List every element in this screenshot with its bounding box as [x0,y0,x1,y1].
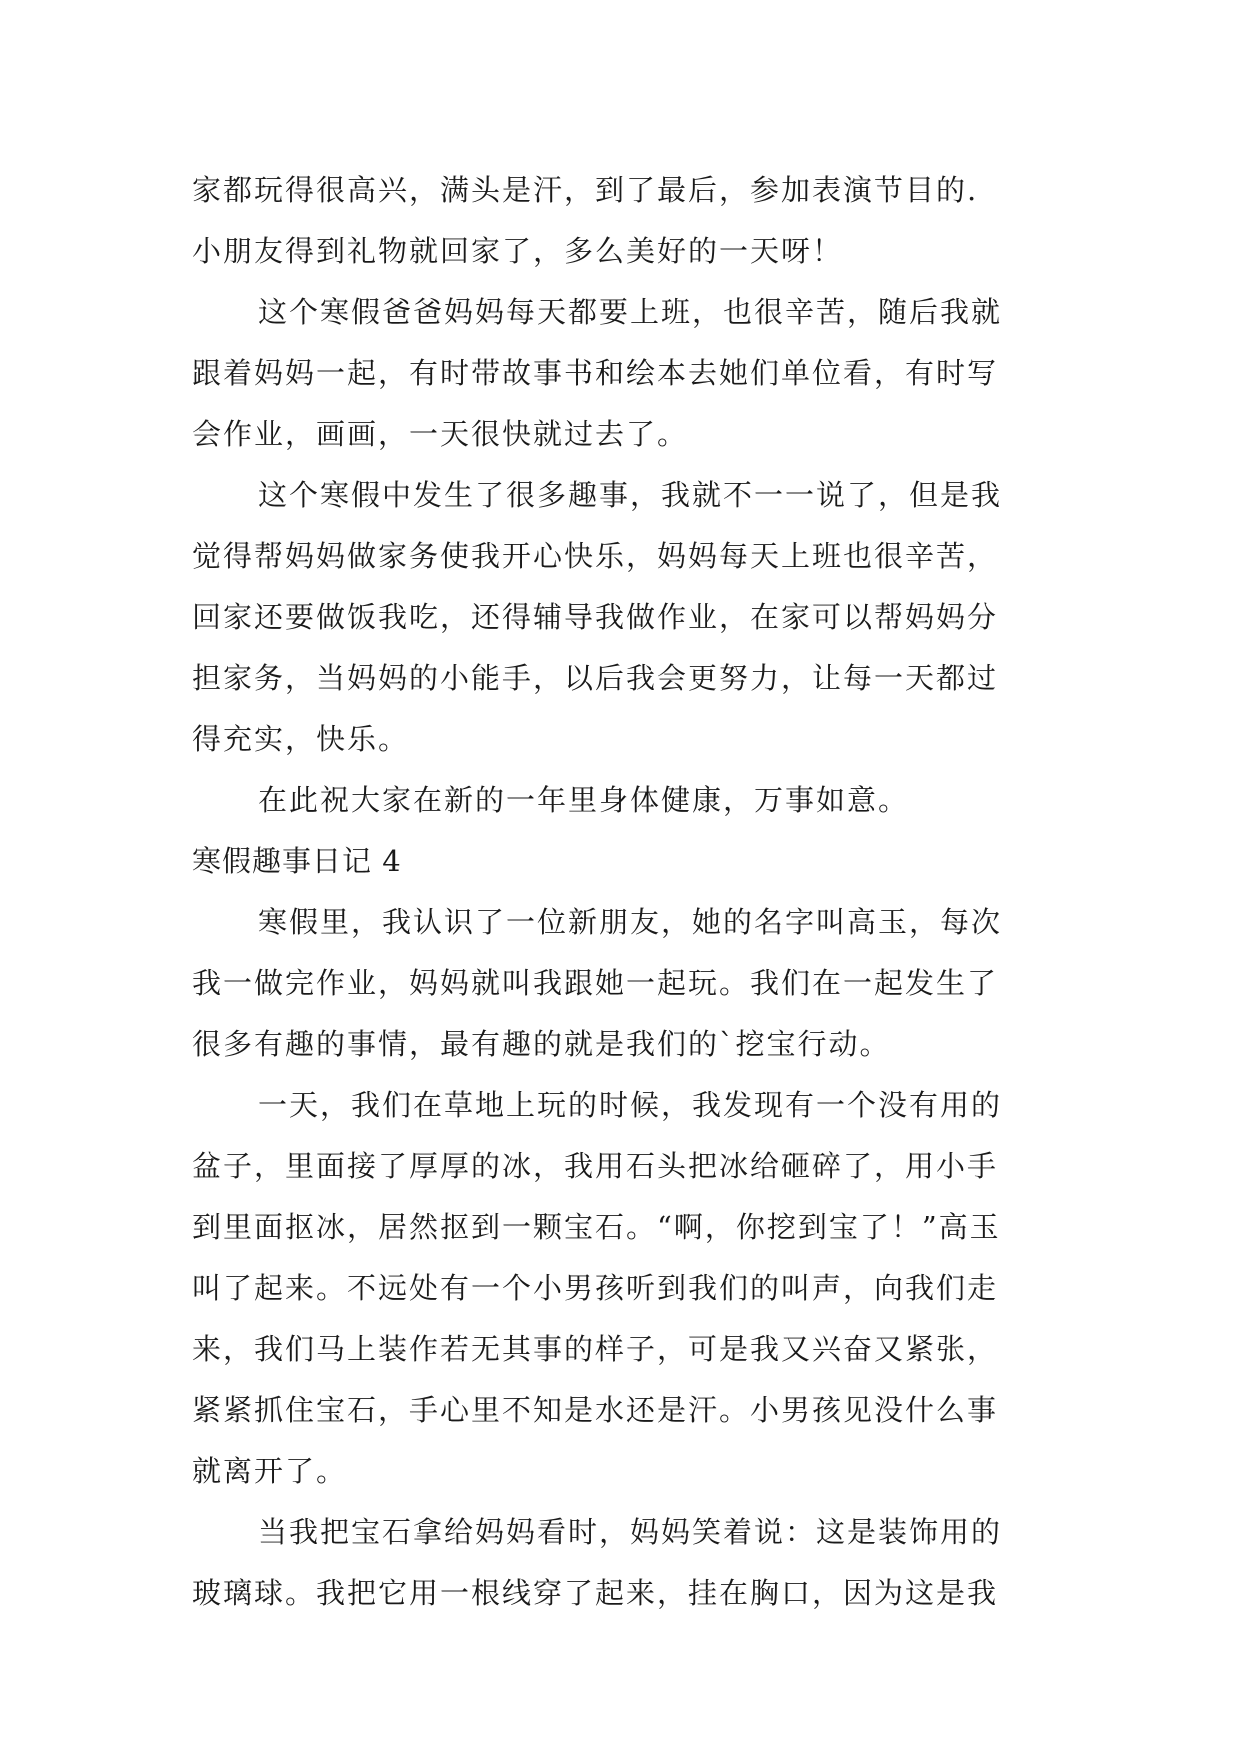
paragraph-start-line: 寒假里，我认识了一位新朋友，她的名字叫高玉，每次 [258,905,1003,939]
text-line: 会作业，画画，一天很快就过去了。 [192,417,689,451]
text-line: 就离开了。 [192,1454,348,1488]
text-line: 叫了起来。不远处有一个小男孩听到我们的叫声，向我们走 [192,1271,999,1305]
text-line: 得充实，快乐。 [192,722,410,756]
paragraph-start-line: 这个寒假中发生了很多趣事，我就不一一说了，但是我 [258,478,1003,512]
text-line: 紧紧抓住宝石，手心里不知是水还是汗。小男孩见没什么事 [192,1393,999,1427]
text-line: 来，我们马上装作若无其事的样子，可是我又兴奋又紧张， [192,1332,999,1366]
paragraph-start-line: 在此祝大家在新的一年里身体健康，万事如意。 [258,783,910,817]
paragraph-start-line: 当我把宝石拿给妈妈看时，妈妈笑着说：这是装饰用的 [258,1515,1003,1549]
text-line: 盆子，里面接了厚厚的冰，我用石头把冰给砸碎了，用小手 [192,1149,999,1183]
text-line: 到里面抠冰，居然抠到一颗宝石。“啊，你挖到宝了！”高玉 [192,1210,1001,1244]
paragraph-start-line: 这个寒假爸爸妈妈每天都要上班，也很辛苦，随后我就 [258,295,1003,329]
text-line: 担家务，当妈妈的小能手，以后我会更努力，让每一天都过 [192,661,999,695]
text-line: 玻璃球。我把它用一根线穿了起来，挂在胸口，因为这是我 [192,1576,999,1610]
text-line: 我一做完作业，妈妈就叫我跟她一起玩。我们在一起发生了 [192,966,999,1000]
text-line: 回家还要做饭我吃，还得辅导我做作业，在家可以帮妈妈分 [192,600,999,634]
text-line: 小朋友得到礼物就回家了，多么美好的一天呀！ [192,234,844,268]
text-line: 觉得帮妈妈做家务使我开心快乐，妈妈每天上班也很辛苦， [192,539,999,573]
text-line: 家都玩得很高兴，满头是汗，到了最后，参加表演节目的. [192,173,979,207]
section-heading: 寒假趣事日记 4 [192,844,402,878]
document-body [192,160,1052,1624]
text-line: 跟着妈妈一起，有时带故事书和绘本去她们单位看，有时写 [192,356,999,390]
paragraph-start-line: 一天，我们在草地上玩的时候，我发现有一个没有用的 [258,1088,1003,1122]
text-line: 很多有趣的事情，最有趣的就是我们的`挖宝行动。 [192,1027,891,1061]
